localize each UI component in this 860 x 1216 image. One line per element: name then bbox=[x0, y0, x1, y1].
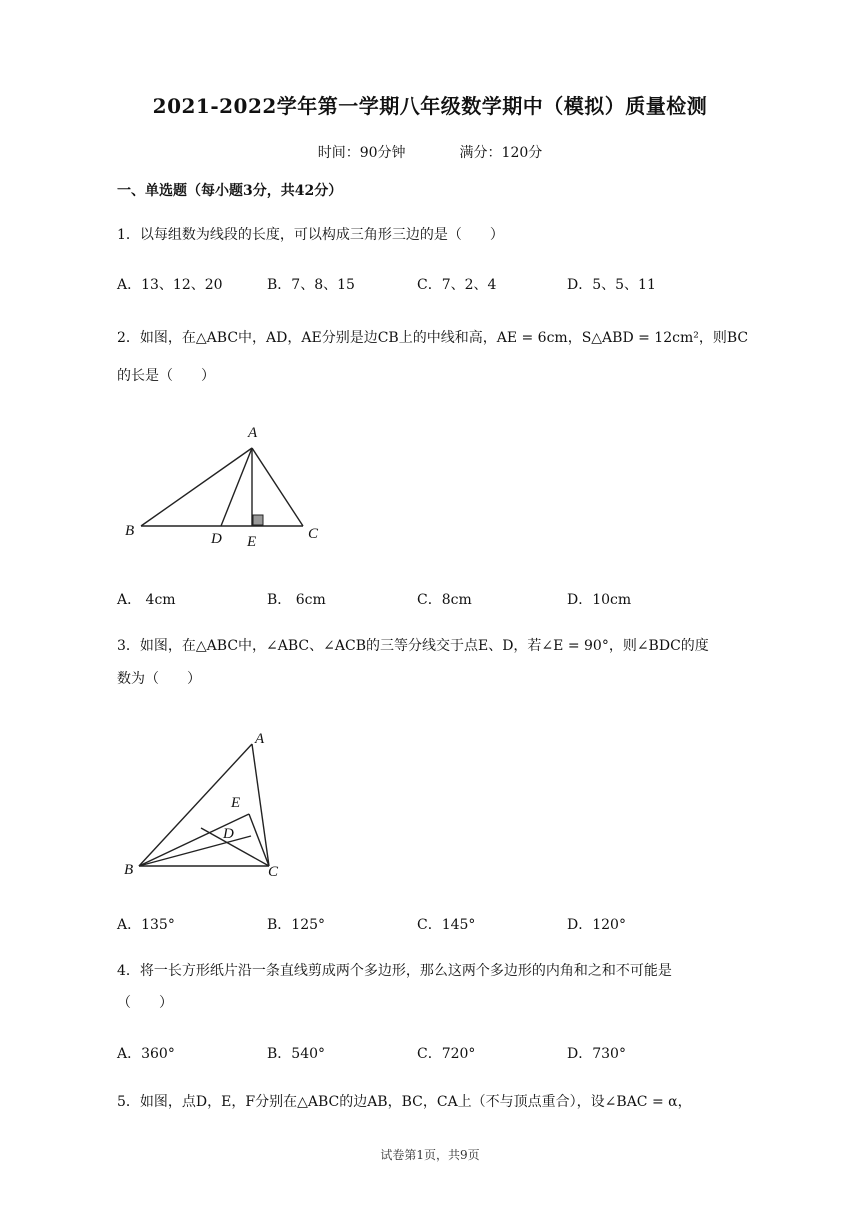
question-2-figure bbox=[117, 416, 337, 552]
label-c: C bbox=[308, 526, 319, 542]
option-b: B． 6cm bbox=[267, 592, 326, 608]
option-a: A．13、12、20 bbox=[117, 277, 223, 293]
question-5-line-1: 5．如图，点D，E，F分别在△ABC的边AB，BC，CA上（不与顶点重合），设∠BAC = α， bbox=[117, 1094, 692, 1110]
question-3-line-2: 数为（ ） bbox=[117, 671, 201, 687]
option-a: A． 4cm bbox=[117, 592, 176, 608]
question-2-line-1: 2．如图，在△ABC中，AD，AE分别是边CB上的中线和高，AE = 6cm，S△ABD = 12cm²，则BC bbox=[117, 330, 749, 346]
label-a: A bbox=[255, 731, 265, 747]
label-c: C bbox=[268, 864, 279, 880]
option-b: B．125° bbox=[267, 917, 326, 933]
page-title: 2021-2022学年第一学期八年级数学期中（模拟）质量检测 bbox=[152, 94, 708, 118]
question-3-figure bbox=[117, 724, 297, 884]
exam-meta bbox=[0, 142, 860, 162]
label-d: D bbox=[211, 531, 222, 547]
option-d: D．120° bbox=[567, 917, 626, 933]
label-d: D bbox=[223, 826, 234, 842]
option-a: A．360° bbox=[117, 1046, 175, 1062]
option-c: C．7、2、4 bbox=[417, 277, 497, 293]
option-a: A．135° bbox=[117, 917, 175, 933]
question-1-text: 1．以每组数为线段的长度，可以构成三角形三边的是（ ） bbox=[117, 227, 504, 243]
segment-ac bbox=[252, 744, 269, 866]
option-d: D．730° bbox=[567, 1046, 626, 1062]
label-a: A bbox=[248, 425, 258, 441]
segment-bd bbox=[139, 836, 251, 866]
exam-time: 时间：90分钟 bbox=[317, 145, 406, 161]
section-title: 一、单选题（每小题3分，共42分） bbox=[117, 183, 343, 199]
label-e: E bbox=[231, 795, 241, 811]
label-b: B bbox=[125, 523, 135, 539]
page-footer: 试卷第1页，共9页 bbox=[380, 1148, 480, 1162]
question-4-line-1: 4．将一长方形纸片沿一条直线剪成两个多边形，那么这两个多边形的内角和之和不可能是 bbox=[117, 963, 672, 979]
segment-ac bbox=[252, 448, 303, 526]
option-c: C．720° bbox=[417, 1046, 476, 1062]
option-c: C．8cm bbox=[417, 592, 472, 608]
question-4-line-2: （ ） bbox=[117, 995, 173, 1011]
option-b: B．7、8、15 bbox=[267, 277, 355, 293]
option-d: D．5、5、11 bbox=[567, 277, 656, 293]
question-3-line-1: 3．如图，在△ABC中，∠ABC、∠ACB的三等分线交于点E、D，若∠E = 90°，则∠BDC的度 bbox=[117, 638, 709, 654]
option-b: B．540° bbox=[267, 1046, 326, 1062]
question-2-line-2: 的长是（ ） bbox=[117, 368, 215, 384]
right-angle-marker bbox=[253, 515, 263, 525]
option-c: C．145° bbox=[417, 917, 476, 933]
label-e: E bbox=[247, 534, 257, 550]
exam-score: 满分：120分 bbox=[459, 145, 543, 161]
label-b: B bbox=[124, 862, 134, 878]
option-d: D．10cm bbox=[567, 592, 632, 608]
segment-ab bbox=[141, 448, 252, 526]
